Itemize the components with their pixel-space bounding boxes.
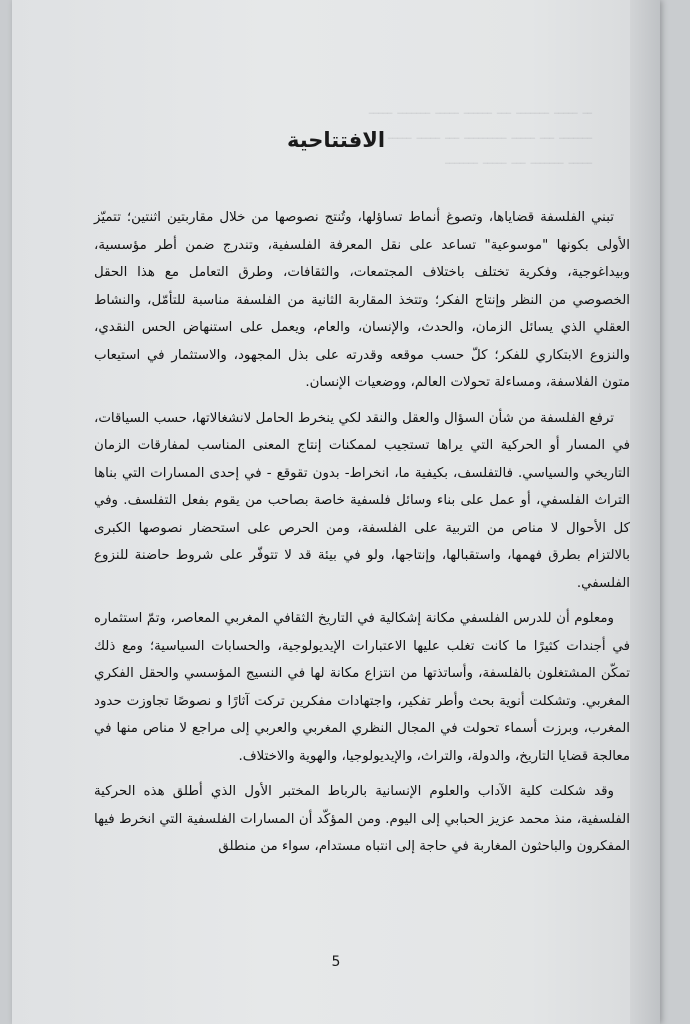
page-number: 5	[331, 954, 341, 970]
paragraph-2: ترفع الفلسفة من شأن السؤال والعقل والنقد لكي ينخرط الحامل لانشغالاتها، حسب السياقات، في المسار أو الحركية التي يراها تستجيب لممكنات إنتاج المعنى المناسب لمفارقات الزمان التاريخي والسياسي. فالتفلسف، بكيفية ما، انخراط- بدون تقوقع - في إحدى المسارات التي بناها التراث الفلسفي، أو عمل على بناء وسائل فلسفية خاصة بصاحب من يقوم بفعل التفلسف. وفي كل الأحوال لا مناص من التربية على الفلسفة، ومن الحرص على استحضار نصوصها الكبرى بالالتزام بطرق فهمها، واستقبالها، وإنتاجها، ولو في بيئة قد لا تتوفّر على شروط حاضنة للنزوع الفلسفي.	[94, 410, 630, 591]
page-edge	[630, 0, 660, 1024]
paragraph-4: وقد شكلت كلية الآداب والعلوم الإنسانية بالرباط المختبر الأول الذي أطلق هذه الحركية الفلسفية، منذ محمد عزيز الحبابي إلى اليوم. ومن المؤكّد أن المسارات الفلسفية التي انخرط فيها المفكرون والباحثون المغاربة في حاجة إلى انتباه مستدام، سواء من منطلق	[94, 784, 630, 854]
book-page	[12, 0, 660, 1024]
body-text	[94, 204, 630, 869]
paragraph-1: تبني الفلسفة قضاياها، وتصوغ أنماط تساؤلها، وتُنتج نصوصها من خلال مقاربتين اثنتين؛ تتميّز الأولى بكونها "موسوعية" تساعد على نقل المعرفة الفلسفية، وتندرج ضمن أطر مؤسسية، وبيداغوجية، وفكرية تختلف باختلاف المجتمعات، والثقافات، وطرق التعامل مع هذا الحقل الخصوصي من النظر وإنتاج الفكر؛ وتتخذ المقاربة الثانية من الفلسفة مناسبة للتأمّل، والنشاط العقلي الذي يسائل الزمان، والحدث، والإنسان، والعام، ويعمل على استنهاض الحس النقدي، والنزوع الابتكاري للفكر؛ كلّ حسب موقعه وقدرته على بذل المجهود، والاستثمار في استيعاب متون الفلاسفة، ومساءلة تحولات العالم، ووضعيات الإنسان.	[94, 210, 630, 390]
page-title: الافتتاحية	[286, 128, 386, 152]
show-through-bleed: ــ ـــــ ـــــــ ـــ ــــــ ـــــ ـــــــ ـــــ ـــــــ ـــ ـــــ ـــــــــ ـــ ـــــ ـــــ ـــــ ـــــــ ـــ ـــــ ـــــــ	[368, 99, 592, 168]
paragraph-3: ومعلوم أن للدرس الفلسفي مكانة إشكالية في التاريخ الثقافي المغربي المعاصر، وتمّ استثماره في أجندات كثيرًا ما كانت تغلب عليها الاعتبارات الإيديولوجية، والحسابات السياسية؛ ومع ذلك تمكّن المشتغلون بالفلسفة، وأساتذتها من انتزاع مكانة لها في النسيج المؤسسي والحقل الفكري المغربي. وتشكلت أنوية بحث وأطر تفكير، واجتهادات مفكرين تركت آثارًا و نصوصًا تجاوزت حدود المغرب، وبرزت أسماء تحولت في المجال النظري المغربي والعربي إلى مراجع لا مناص منها في معالجة قضايا التاريخ، والدولة، والتراث، والإيديولوجيا، والهوية والاختلاف.	[94, 611, 630, 764]
